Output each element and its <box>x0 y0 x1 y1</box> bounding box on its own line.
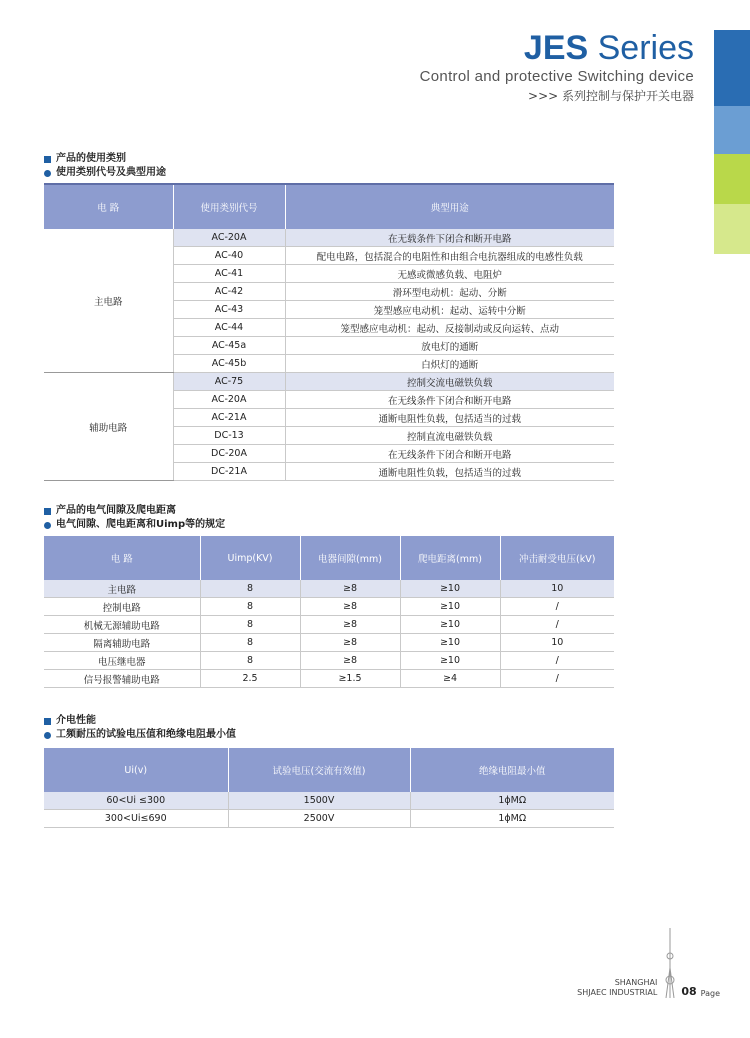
page-number: 08 <box>681 985 697 998</box>
table-row <box>44 598 614 616</box>
table-cell: 10 <box>500 634 614 652</box>
brand-bold: JES <box>523 29 589 67</box>
col-header: 电 路 <box>44 184 173 229</box>
code-cell: DC-21A <box>173 463 285 481</box>
table-row <box>44 810 614 828</box>
col-header: Uimp(KV) <box>200 536 300 580</box>
section-dielectric <box>44 714 614 828</box>
code-cell: AC-45b <box>173 355 285 373</box>
table-cell: ≥8 <box>300 616 400 634</box>
section-subtitle-text: 工频耐压的试验电压值和绝缘电阻最小值 <box>56 729 236 740</box>
table-cell: 8 <box>200 580 300 598</box>
tower-icon <box>663 928 677 998</box>
section-title-text: 产品的电气间隙及爬电距离 <box>56 505 176 516</box>
table-row <box>44 634 614 652</box>
section-clearance <box>44 504 614 688</box>
circle-bullet-icon <box>44 170 51 177</box>
company-line1: SHANGHAI <box>614 978 658 987</box>
stripe-light-blue <box>714 106 750 154</box>
use-cell: 放电灯的通断 <box>285 337 614 355</box>
stripe-dark-blue <box>714 30 750 106</box>
code-cell: AC-44 <box>173 319 285 337</box>
table-cell: ≥8 <box>300 580 400 598</box>
use-cell: 无感或微感负载、电阻炉 <box>285 265 614 283</box>
table-cell: 机械无源辅助电路 <box>44 616 200 634</box>
table-cell: 控制电路 <box>44 598 200 616</box>
col-header: 使用类别代号 <box>173 184 285 229</box>
code-cell: AC-45a <box>173 337 285 355</box>
table-cell: 60<Ui ≤300 <box>44 792 228 810</box>
col-header: 电器间隙(mm) <box>300 536 400 580</box>
table-row <box>44 229 614 247</box>
group-cell: 辅助电路 <box>44 373 173 481</box>
table-cell: 主电路 <box>44 580 200 598</box>
section-subtitle <box>44 518 614 532</box>
section-title-text: 介电性能 <box>56 715 96 726</box>
code-cell: DC-20A <box>173 445 285 463</box>
section-subtitle <box>44 166 614 180</box>
group-cell: 主电路 <box>44 229 173 373</box>
use-cell: 笼型感应电动机：起动、运转中分断 <box>285 301 614 319</box>
use-cell: 在无线条件下闭合和断开电路 <box>285 445 614 463</box>
square-bullet-icon <box>44 508 51 515</box>
company-name <box>577 978 657 998</box>
color-stripes <box>714 30 750 254</box>
section-subtitle <box>44 728 614 742</box>
table-cell: 1ϕMΩ <box>410 810 614 828</box>
table-cell: 8 <box>200 598 300 616</box>
col-header: 爬电距离(mm) <box>400 536 500 580</box>
section-subtitle-text: 电气间隙、爬电距离和Uimp等的规定 <box>56 519 226 530</box>
table-cell: / <box>500 652 614 670</box>
table-cell: / <box>500 598 614 616</box>
col-header: 电 路 <box>44 536 200 580</box>
table-cell: ≥10 <box>400 598 500 616</box>
series-title <box>420 30 694 66</box>
code-cell: AC-43 <box>173 301 285 319</box>
table-cell: / <box>500 616 614 634</box>
table-cell: 10 <box>500 580 614 598</box>
table-cell: 电压继电器 <box>44 652 200 670</box>
stripe-light-green <box>714 204 750 254</box>
table-cell: 信号报警辅助电路 <box>44 670 200 688</box>
table-row <box>44 652 614 670</box>
use-cell: 控制直流电磁铁负载 <box>285 427 614 445</box>
use-cell: 通断电阻性负载，包括适当的过载 <box>285 463 614 481</box>
table-cell: ≥10 <box>400 616 500 634</box>
table-row <box>44 792 614 810</box>
clearance-table <box>44 536 614 688</box>
square-bullet-icon <box>44 156 51 163</box>
brand-rest: Series <box>588 29 694 67</box>
table-row <box>44 373 614 391</box>
usage-category-table <box>44 183 614 481</box>
section-title <box>44 504 614 518</box>
table-row <box>44 616 614 634</box>
table-cell: 8 <box>200 634 300 652</box>
table-cell: 1ϕMΩ <box>410 792 614 810</box>
footer <box>577 928 720 998</box>
col-header: 绝缘电阻最小值 <box>410 748 614 792</box>
table-cell: ≥8 <box>300 598 400 616</box>
code-cell: AC-75 <box>173 373 285 391</box>
circle-bullet-icon <box>44 522 51 529</box>
use-cell: 笼型感应电动机：起动、反接制动或反向运转、点动 <box>285 319 614 337</box>
table-cell: ≥10 <box>400 634 500 652</box>
use-cell: 配电电路，包括混合的电阻性和由组合电抗器组成的电感性负载 <box>285 247 614 265</box>
col-header: Ui(v) <box>44 748 228 792</box>
code-cell: AC-41 <box>173 265 285 283</box>
table-cell: ≥10 <box>400 652 500 670</box>
code-cell: DC-13 <box>173 427 285 445</box>
table-row <box>44 580 614 598</box>
table-cell: 2.5 <box>200 670 300 688</box>
table-cell: 2500V <box>228 810 410 828</box>
use-cell: 在无线条件下闭合和断开电路 <box>285 391 614 409</box>
table-cell: / <box>500 670 614 688</box>
code-cell: AC-40 <box>173 247 285 265</box>
col-header: 试验电压(交流有效值) <box>228 748 410 792</box>
square-bullet-icon <box>44 718 51 725</box>
table-cell: 300<Ui≤690 <box>44 810 228 828</box>
brand-header <box>420 30 694 104</box>
table-cell: ≥8 <box>300 652 400 670</box>
series-subtitle: Control and protective Switching device <box>419 68 694 85</box>
use-cell: 白炽灯的通断 <box>285 355 614 373</box>
stripe-green <box>714 154 750 204</box>
use-cell: 通断电阻性负载，包括适当的过载 <box>285 409 614 427</box>
section-usage-category <box>44 152 614 481</box>
code-cell: AC-42 <box>173 283 285 301</box>
section-title <box>44 152 614 166</box>
table-cell: ≥8 <box>300 634 400 652</box>
use-cell: 滑环型电动机：起动、分断 <box>285 283 614 301</box>
code-cell: AC-20A <box>173 391 285 409</box>
table-cell: 1500V <box>228 792 410 810</box>
table-row <box>44 670 614 688</box>
code-cell: AC-20A <box>173 229 285 247</box>
page-label: Page <box>700 989 720 998</box>
section-title-text: 产品的使用类别 <box>56 153 126 164</box>
circle-bullet-icon <box>44 732 51 739</box>
table-cell: ≥1.5 <box>300 670 400 688</box>
use-cell: 在无载条件下闭合和断开电路 <box>285 229 614 247</box>
dielectric-table <box>44 748 614 828</box>
company-line2: SHJAEC INDUSTRIAL <box>577 988 658 997</box>
code-cell: AC-21A <box>173 409 285 427</box>
use-cell: 控制交流电磁铁负载 <box>285 373 614 391</box>
col-header: 典型用途 <box>285 184 614 229</box>
section-subtitle-text: 使用类别代号及典型用途 <box>56 167 166 178</box>
table-cell: ≥4 <box>400 670 500 688</box>
table-cell: 8 <box>200 616 300 634</box>
table-cell: 8 <box>200 652 300 670</box>
col-header: 冲击耐受电压(kV) <box>500 536 614 580</box>
table-cell: 隔离辅助电路 <box>44 634 200 652</box>
series-cn-subtitle: >>> 系列控制与保护开关电器 <box>528 89 694 103</box>
section-title <box>44 714 614 728</box>
table-cell: ≥10 <box>400 580 500 598</box>
